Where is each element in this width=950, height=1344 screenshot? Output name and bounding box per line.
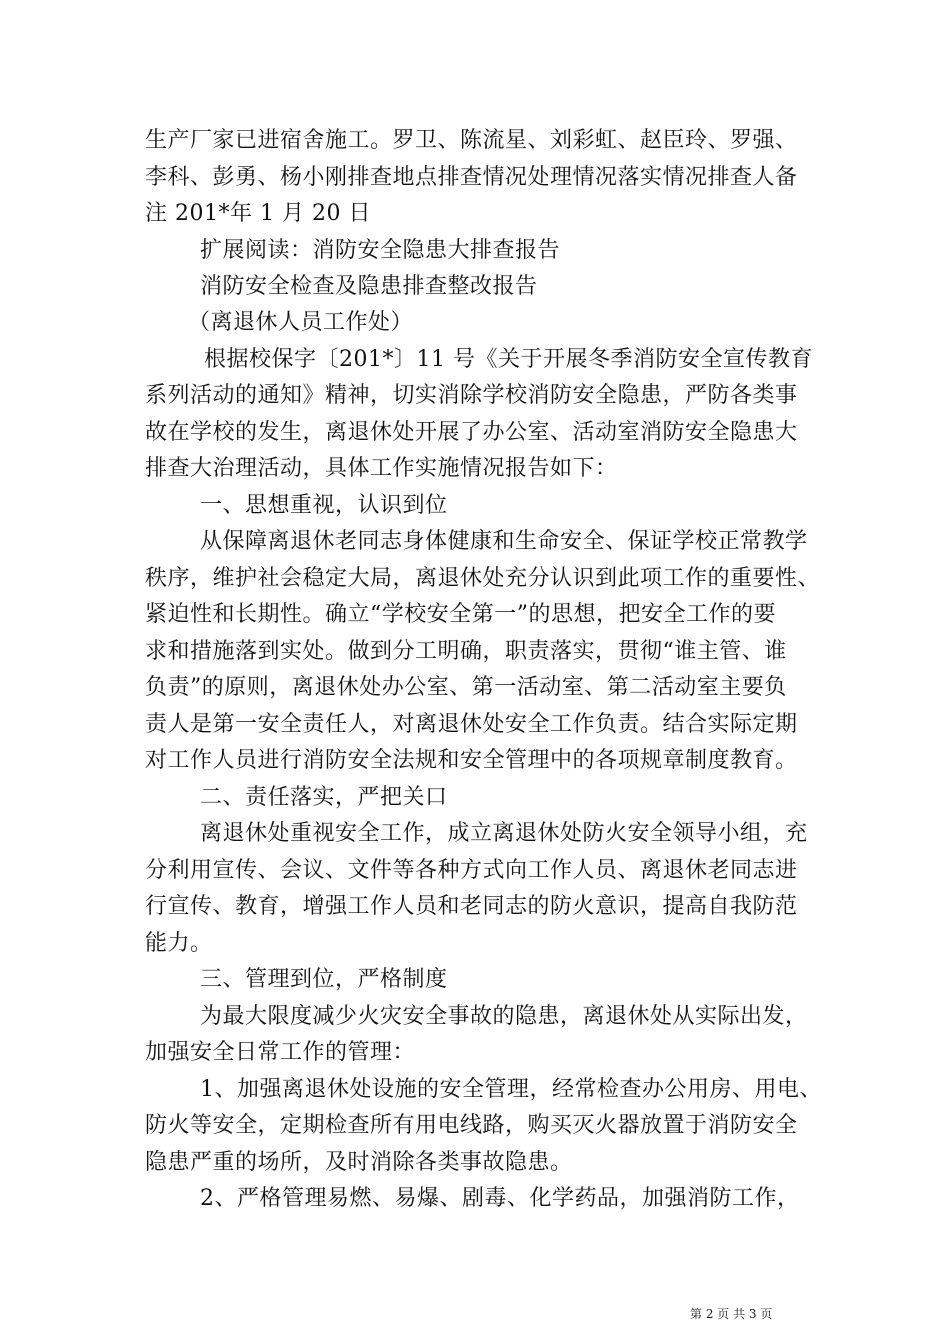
text-line: 行宣传、教育，增强工作人员和老同志的防火意识，提高自我防范 bbox=[145, 894, 798, 919]
text-line: 生产厂家已进宿舍施工。罗卫、陈流星、刘彩虹、赵臣玲、罗强、 bbox=[145, 128, 798, 153]
page-number: 第 2 页 共 3 页 bbox=[690, 1307, 773, 1321]
text-line: 紧迫性和长期性。确立“学校安全第一”的思想，把安全工作的要 bbox=[145, 602, 776, 627]
text-line: 加强安全日常工作的管理： bbox=[145, 1040, 416, 1065]
section-heading: 二、责任落实，严把关口 bbox=[200, 785, 448, 810]
text-line: 秩序，维护社会稳定大局，离退休处充分认识到此项工作的重要性、 bbox=[145, 566, 821, 591]
text-line: 分利用宣传、会议、文件等各种方式向工作人员、离退休老同志进 bbox=[145, 858, 798, 883]
report-subtitle: （离退休人员工作处） bbox=[188, 310, 414, 335]
text-line: 根据校保字〔201*〕11 号《关于开展冬季消防安全宣传教育 bbox=[204, 347, 813, 372]
text-line: 求和措施落到实处。做到分工明确，职责落实，贯彻“谁主管、谁 bbox=[145, 639, 787, 664]
list-item: 1、加强离退休处设施的安全管理，经常检查办公用房、用电、 bbox=[200, 1077, 822, 1102]
text-line: 隐患严重的场所，及时消除各类事故隐患。 bbox=[145, 1150, 573, 1175]
report-title: 消防安全检查及隐患排查整改报告 bbox=[200, 274, 538, 299]
text-line: 注 201*年 1 月 20 日 bbox=[145, 201, 371, 226]
text-line: 李科、彭勇、杨小刚排查地点排查情况处理情况落实情况排查人备 bbox=[145, 165, 798, 190]
section-heading: 一、思想重视，认识到位 bbox=[200, 493, 448, 518]
section-heading: 三、管理到位，严格制度 bbox=[200, 967, 448, 992]
text-line: 为最大限度减少火灾安全事故的隐患，离退休处从实际出发， bbox=[200, 1004, 808, 1029]
text-line: 离退休处重视安全工作，成立离退休处防火安全领导小组，充 bbox=[200, 821, 808, 846]
text-line: 排查大治理活动，具体工作实施情况报告如下： bbox=[145, 456, 618, 481]
text-line: 从保障离退休老同志身体健康和生命安全、保证学校正常教学 bbox=[200, 529, 808, 554]
text-line: 负责”的原则，离退休处办公室、第一活动室、第二活动室主要负 bbox=[145, 675, 787, 700]
text-line: 对工作人员进行消防安全法规和安全管理中的各项规章制度教育。 bbox=[145, 748, 798, 773]
text-line: 故在学校的发生，离退休处开展了办公室、活动室消防安全隐患大 bbox=[145, 420, 798, 445]
text-line: 防火等安全，定期检查所有用电线路，购买灭火器放置于消防安全 bbox=[145, 1113, 798, 1138]
list-item: 2、严格管理易燃、易爆、剧毒、化学药品，加强消防工作， bbox=[200, 1186, 800, 1211]
text-line: 系列活动的通知》精神，切实消除学校消防安全隐患，严防各类事 bbox=[145, 383, 798, 408]
text-line: 能力。 bbox=[145, 931, 213, 956]
section-heading: 扩展阅读：消防安全隐患大排查报告 bbox=[200, 238, 561, 263]
text-line: 责人是第一安全责任人，对离退休处安全工作负责。结合实际定期 bbox=[145, 712, 798, 737]
